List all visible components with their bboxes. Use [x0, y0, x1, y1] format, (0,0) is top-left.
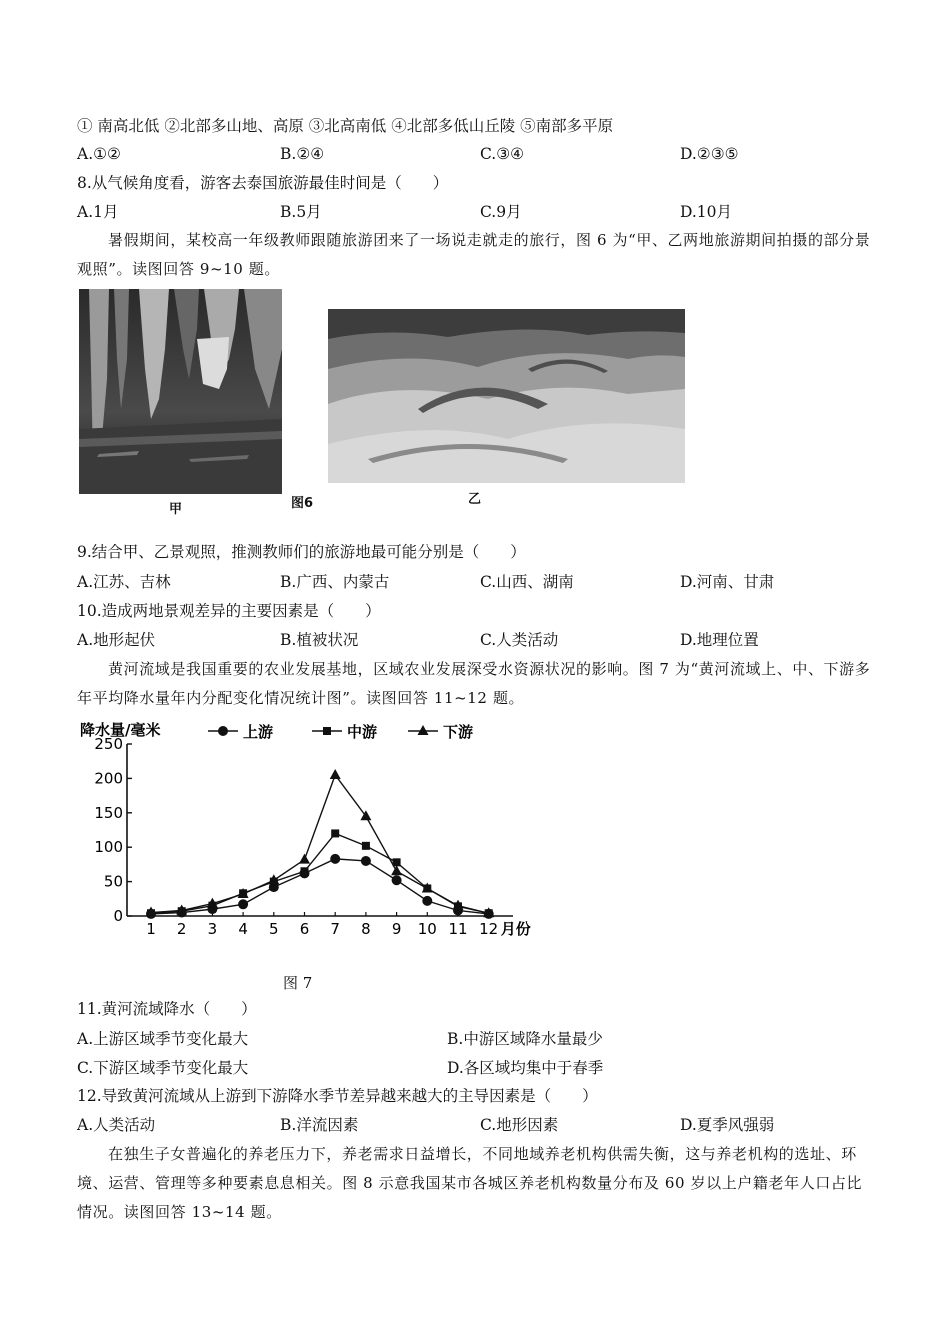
y-tick-label: 100	[94, 838, 123, 857]
data-point	[362, 842, 370, 850]
q11-options-row1	[77, 1029, 897, 1049]
q12-option-d[interactable]: D.夏季风强弱	[680, 1116, 775, 1134]
figure7-caption: 图 7	[283, 974, 313, 992]
series-triangle	[146, 769, 495, 917]
q7-option-c[interactable]: C.③④	[480, 145, 525, 163]
x-tick-label: 5	[269, 920, 279, 938]
data-point	[238, 899, 248, 909]
q9-option-c[interactable]: C.山西、湖南	[480, 573, 574, 591]
figure6-label-yi: 乙	[468, 492, 482, 507]
x-tick-label: 8	[361, 920, 371, 938]
x-tick-label: 7	[330, 920, 340, 938]
q9-options	[77, 572, 897, 592]
q10-option-c[interactable]: C.人类活动	[480, 631, 559, 649]
legend-marker	[418, 725, 429, 735]
desert-photo-yi	[328, 309, 685, 483]
chart-series	[146, 769, 495, 919]
data-point	[391, 865, 402, 875]
series-circle	[146, 854, 494, 919]
q8-options	[77, 202, 897, 222]
x-tick-label: 9	[391, 920, 402, 938]
series-square	[147, 829, 493, 917]
chart-legend	[208, 723, 473, 741]
q10-stem: 10.造成两地景观差异的主要因素是（ ）	[77, 602, 381, 620]
y-tick-label: 0	[113, 907, 123, 925]
q11-stem: 11.黄河流域降水（ ）	[77, 1000, 257, 1018]
q9-stem: 9.结合甲、乙景观照，推测教师们的旅游地最可能分别是（ ）	[77, 543, 526, 561]
q7-option-a[interactable]: A.①②	[77, 145, 121, 163]
data-point	[301, 867, 309, 875]
x-tick-label: 12	[479, 920, 499, 938]
q11-options-row2	[77, 1058, 897, 1078]
legend-label: 中游	[347, 723, 378, 741]
data-point	[361, 856, 371, 866]
q9-option-b[interactable]: B.广西、内蒙古	[280, 573, 390, 591]
q8-option-b[interactable]: B.5月	[280, 203, 322, 221]
y-tick-label: 200	[94, 769, 123, 788]
x-tick-label: 4	[238, 920, 248, 938]
legend-label: 下游	[443, 723, 474, 741]
cave-photo-jia	[79, 289, 282, 494]
q8-option-a[interactable]: A.1月	[77, 203, 119, 221]
x-tick-label: 10	[417, 920, 437, 938]
legend-marker	[218, 726, 228, 736]
passage-elderly-care: 在独生子女普遍化的养老压力下，养老需求日益增长，不同地域养老机构供需失衡，这与养老机构的选址、环境、运营、管理等多种要素息息相关。图 8 示意我国某市各城区养老机构数量分布及 60 岁以上户籍老年人口占比情况。读图回答 13~14 题。	[77, 1145, 863, 1221]
x-tick-label: 2	[176, 920, 187, 938]
data-point	[330, 769, 341, 779]
q12-option-c[interactable]: C.地形因素	[480, 1116, 559, 1134]
q12-stem: 12.导致黄河流域从上游到下游降水季节差异越来越大的主导因素是（ ）	[77, 1087, 598, 1105]
q7-stem: ① 南高北低 ②北部多山地、高原 ③北高南低 ④北部多低山丘陵 ⑤南部多平原	[77, 117, 614, 135]
q11-option-b[interactable]: B.中游区域降水量最少	[447, 1030, 603, 1048]
passage-yellow-river: 黄河流域是我国重要的农业发展基地，区域农业发展深受水资源状况的影响。图 7 为“黄河流域上、中、下游多年平均降水量年内分配变化情况统计图”。读图回答 11~12 题。	[77, 660, 871, 707]
data-point	[392, 875, 402, 885]
q7-option-d[interactable]: D.②③⑤	[680, 145, 739, 163]
q7-option-b[interactable]: B.②④	[280, 145, 325, 163]
y-tick-label: 150	[94, 803, 123, 822]
data-point	[330, 854, 340, 864]
q12-option-b[interactable]: B.洋流因素	[280, 1116, 359, 1134]
series-line	[151, 833, 489, 913]
q12-options	[77, 1115, 897, 1135]
q10-option-d[interactable]: D.地理位置	[680, 631, 759, 649]
q9-option-a[interactable]: A.江苏、吉林	[77, 573, 171, 591]
legend-marker	[323, 727, 331, 735]
q11-option-c[interactable]: C.下游区域季节变化最大	[77, 1059, 249, 1077]
q10-option-b[interactable]: B.植被状况	[280, 631, 359, 649]
precipitation-line-chart	[78, 718, 578, 944]
q8-stem: 8.从气候角度看，游客去泰国旅游最佳时间是（ ）	[77, 174, 449, 192]
q12-option-a[interactable]: A.人类活动	[77, 1116, 156, 1134]
y-tick-label: 50	[103, 872, 123, 891]
q7-options	[77, 144, 897, 164]
legend-label: 上游	[243, 723, 274, 741]
x-tick-label: 11	[448, 920, 468, 938]
q8-option-d[interactable]: D.10月	[680, 203, 733, 221]
q10-option-a[interactable]: A.地形起伏	[77, 631, 156, 649]
x-tick-label: 1	[146, 920, 156, 938]
figure6-label-jia: 甲	[169, 502, 183, 517]
x-tick-label: 3	[207, 920, 218, 938]
x-axis-label: 月份	[500, 920, 531, 938]
data-point	[331, 829, 339, 837]
q8-option-c[interactable]: C.9月	[480, 203, 522, 221]
q10-options	[77, 630, 897, 650]
passage-travel: 暑假期间，某校高一年级教师跟随旅游团来了一场说走就走的旅行，图 6 为“甲、乙两地旅游期间拍摄的部分景观照”。读图回答 9~10 题。	[77, 231, 871, 278]
data-point	[422, 896, 432, 906]
y-axis-label: 降水量/毫米	[80, 721, 161, 739]
q9-option-d[interactable]: D.河南、甘肃	[680, 573, 775, 591]
figure6-caption: 图6	[291, 496, 314, 511]
q11-option-a[interactable]: A.上游区域季节变化最大	[77, 1030, 249, 1048]
data-point	[299, 854, 310, 864]
x-tick-label: 6	[299, 920, 310, 938]
q11-option-d[interactable]: D.各区域均集中于春季	[447, 1059, 604, 1077]
y-tick-label: 250	[94, 735, 123, 753]
series-line	[151, 775, 489, 913]
